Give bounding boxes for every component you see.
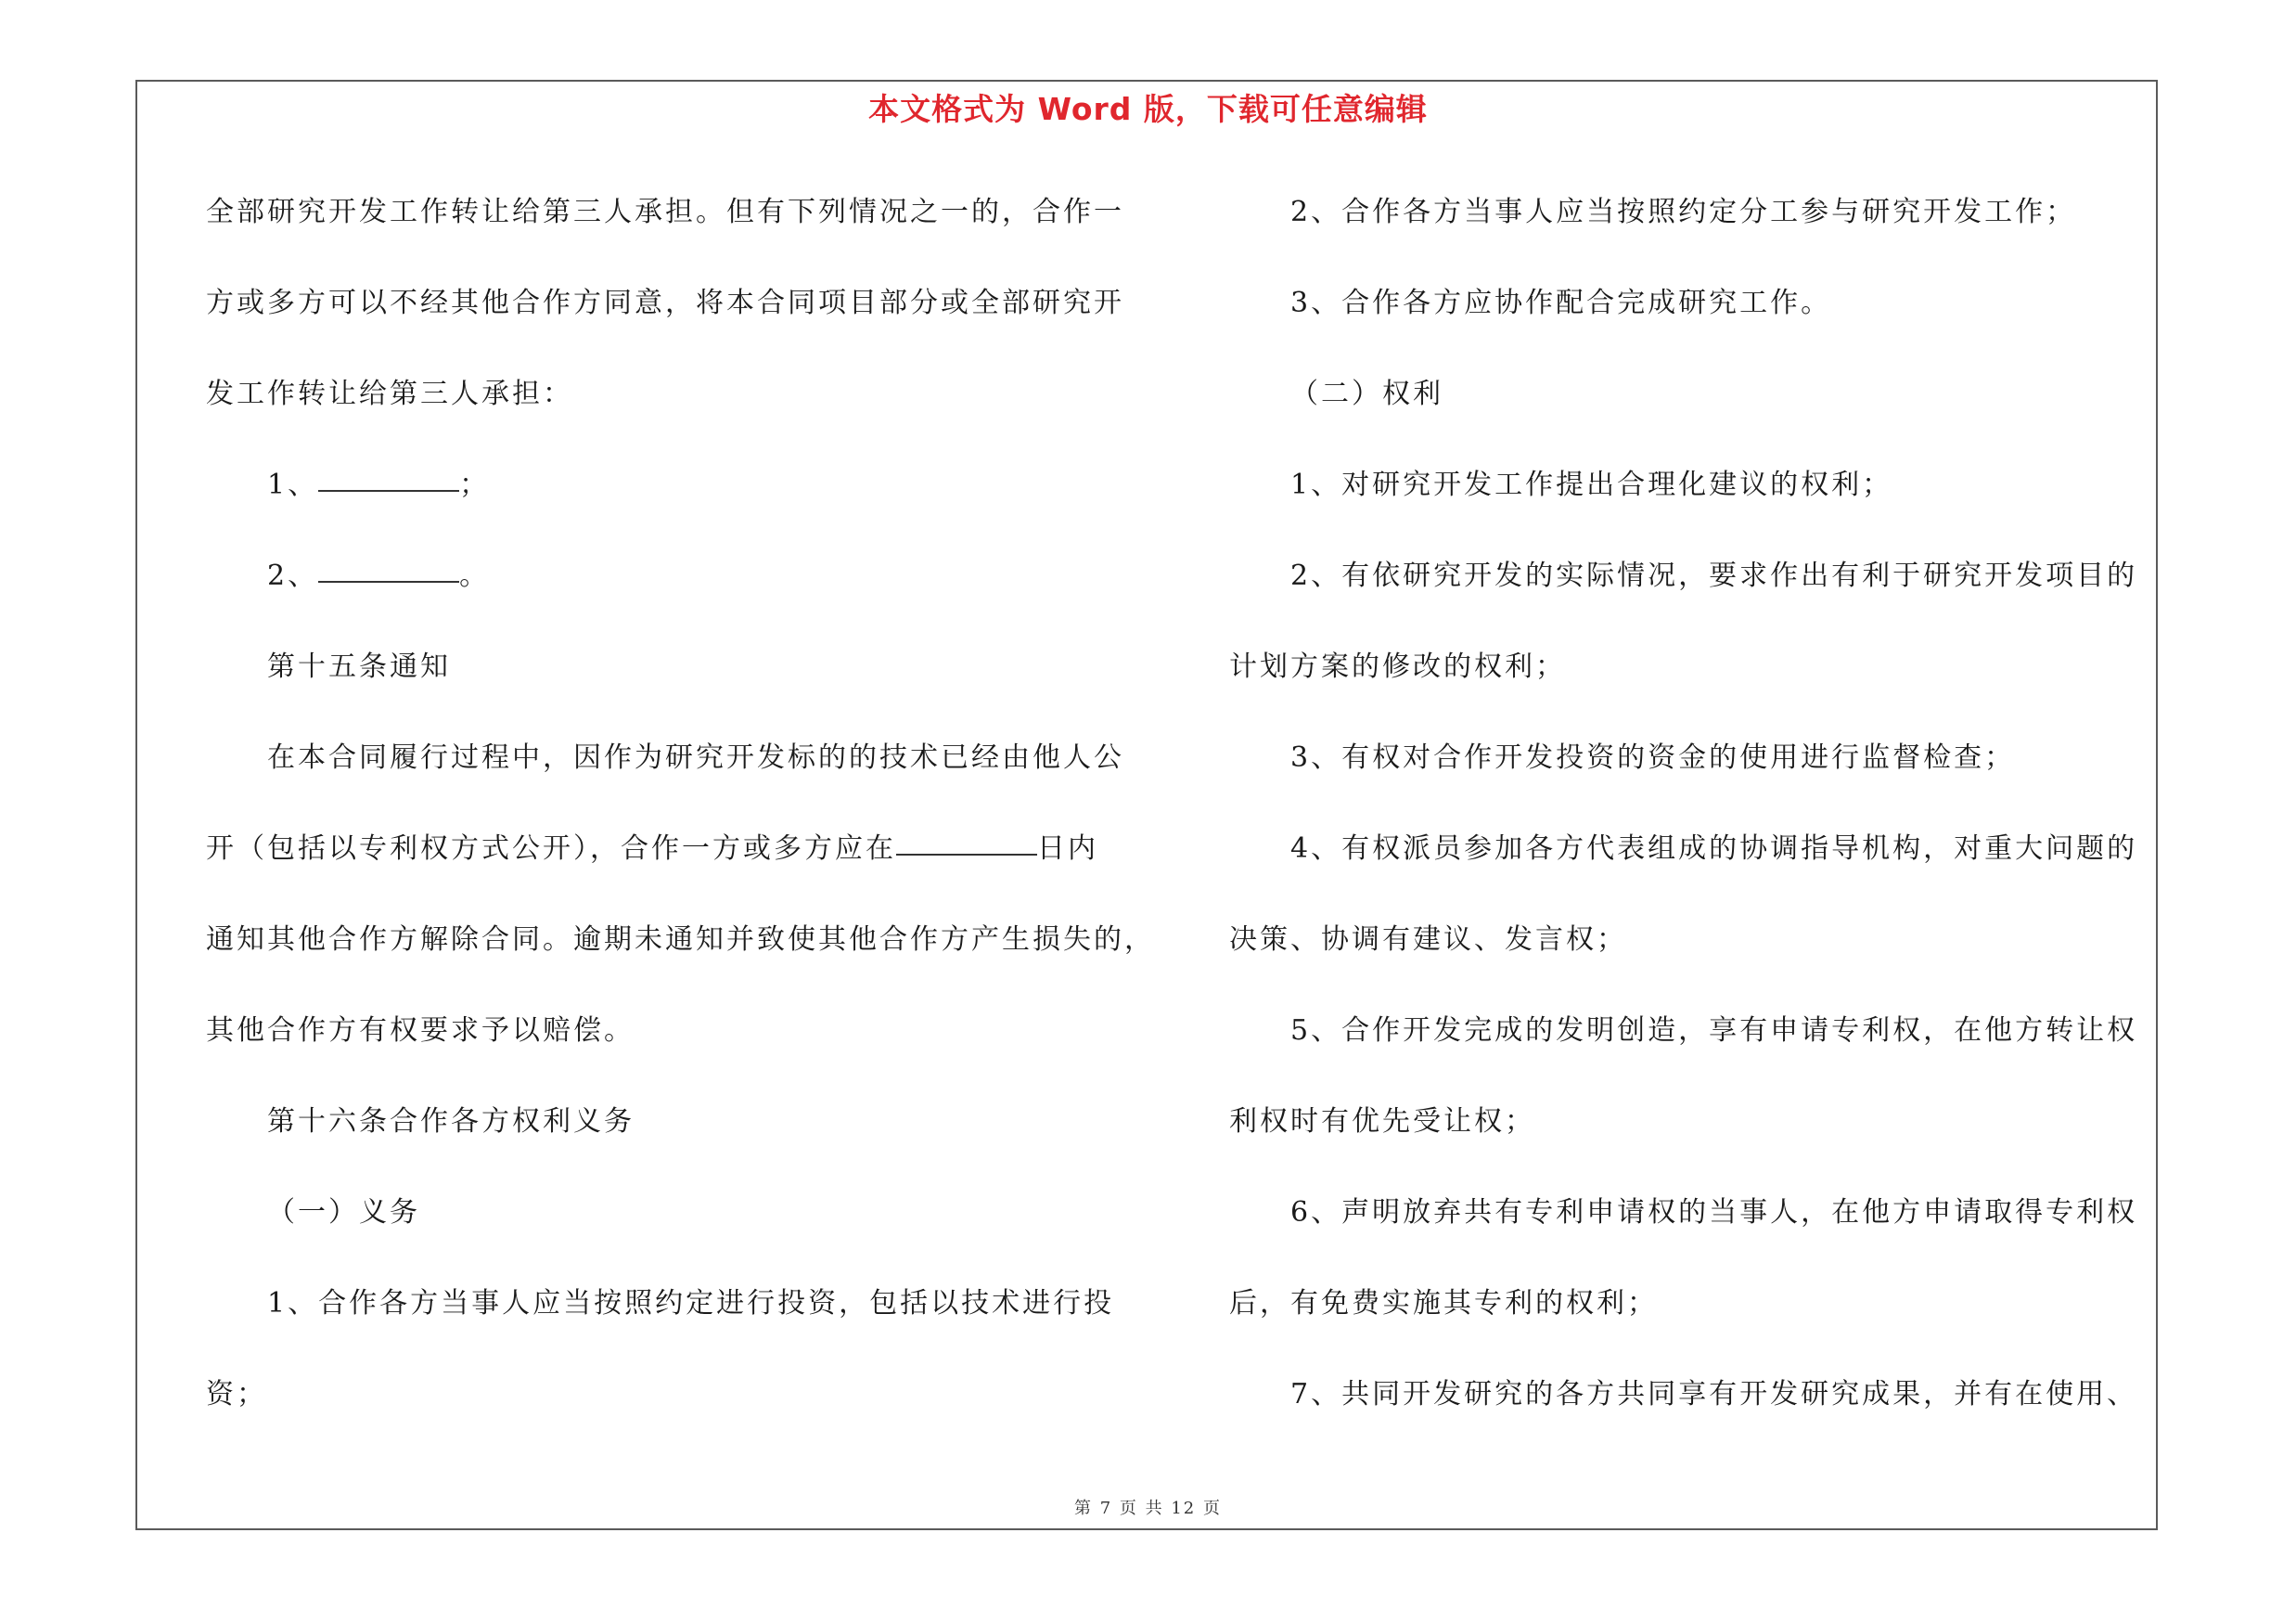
paragraph-line: 1、对研究开发工作提出合理化建议的权利； [1290, 469, 1893, 501]
paragraph-line: 3、有权对合作开发投资的资金的使用进行监督检查； [1290, 741, 2016, 774]
blank-item-2 [206, 547, 1143, 638]
paragraph-line: 其他合作方有权要求予以赔偿。 [206, 1014, 635, 1047]
paragraph-line: 7、共同开发研究的各方共同享有开发研究成果，并有在使用、 [1290, 1378, 2138, 1410]
subsection-heading: （二）权利 [1290, 378, 1443, 410]
fill-in-blank [318, 489, 459, 492]
paragraph-line: 全部研究开发工作转让给第三人承担。但有下列情况之一的，合作一 [206, 196, 1124, 228]
paragraph-line: 发工作转让给第三人承担： [206, 378, 573, 410]
blank-item-1 [206, 457, 1143, 547]
item-punctuation: ； [459, 469, 491, 501]
page-number-footer: 第 7 页 共 12 页 [1074, 1499, 1222, 1518]
right-column [1229, 184, 2143, 1457]
left-column [206, 184, 1155, 1457]
paragraph-line: 资； [206, 1378, 267, 1410]
paragraph-line: 在本合同履行过程中，因作为研究开发标的的技术已经由他人公 [267, 741, 1124, 774]
item-punctuation: 。 [459, 560, 491, 592]
line-text: 日内 [1037, 832, 1098, 865]
paragraph-line-with-blank [206, 820, 1143, 911]
fill-in-blank [896, 853, 1037, 856]
paragraph-line: 计划方案的修改的权利； [1229, 650, 1566, 683]
paragraph-line: 方或多方可以不经其他合作方同意，将本合同项目部分或全部研究开 [206, 287, 1124, 319]
item-number: 1、 [267, 469, 319, 501]
fill-in-blank [318, 580, 459, 583]
paragraph-line: 2、有依研究开发的实际情况，要求作出有利于研究开发项目的 [1290, 560, 2138, 592]
section-heading: 第十五条通知 [267, 650, 451, 683]
section-heading: 第十六条合作各方权利义务 [267, 1105, 635, 1138]
paragraph-line: 后，有免费实施其专利的权利； [1229, 1287, 1658, 1320]
paragraph-line: 利权时有优先受让权； [1229, 1105, 1535, 1138]
paragraph-line: 6、声明放弃共有专利申请权的当事人，在他方申请取得专利权 [1290, 1196, 2138, 1229]
paragraph-line: 2、合作各方当事人应当按照约定分工参与研究开发工作； [1290, 196, 2077, 228]
paragraph-line: 3、合作各方应协作配合完成研究工作。 [1290, 287, 1832, 319]
paragraph-line: 通知其他合作方解除合同。逾期未通知并致使其他合作方产生损失的， [206, 923, 1155, 956]
line-text: 开（包括以专利权方式公开），合作一方或多方应在 [206, 832, 896, 865]
paragraph-line: 决策、协调有建议、发言权； [1229, 923, 1627, 956]
paragraph-line: 4、有权派员参加各方代表组成的协调指导机构，对重大问题的 [1290, 832, 2138, 865]
item-number: 2、 [267, 560, 319, 592]
subsection-heading: （一）义务 [267, 1196, 420, 1229]
paragraph-line: 1、合作各方当事人应当按照约定进行投资，包括以技术进行投 [267, 1287, 1115, 1320]
word-format-banner: 本文格式为 Word 版，下载可任意编辑 [868, 91, 1428, 127]
paragraph-line: 5、合作开发完成的发明创造，享有申请专利权，在他方转让权 [1290, 1014, 2138, 1047]
